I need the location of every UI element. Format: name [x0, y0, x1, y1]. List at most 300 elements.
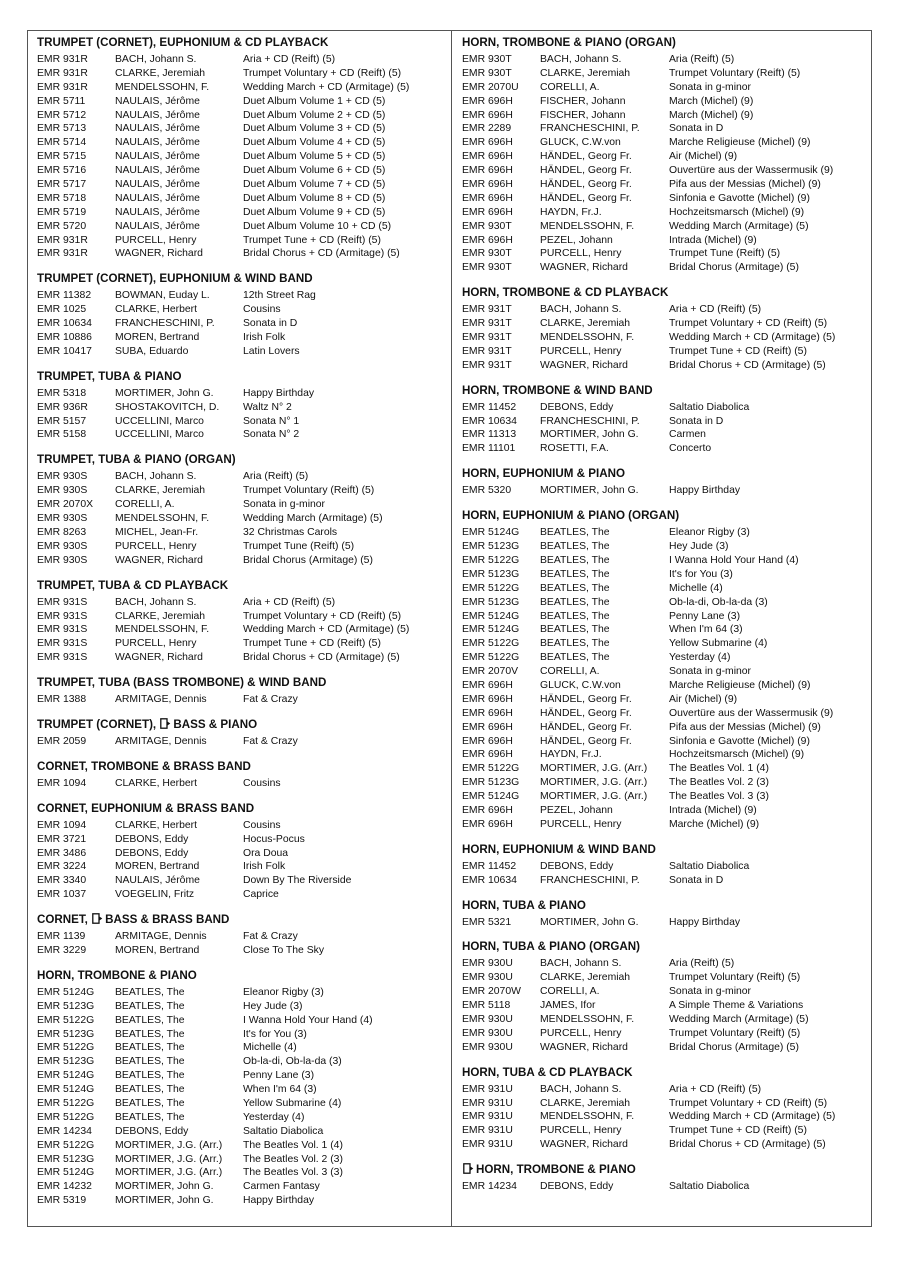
left-column [28, 31, 452, 1226]
catalog-entry [37, 512, 451, 526]
work-title: Carmen [669, 429, 706, 441]
catalog-entry [462, 568, 871, 582]
work-title: Bridal Chorus + CD (Armitage) (5) [669, 1139, 826, 1151]
catalog-entry [462, 150, 871, 164]
work-title: Latin Lovers [243, 345, 300, 357]
catalog-number: EMR 930U [462, 1027, 513, 1039]
work-title: Trumpet Voluntary + CD (Reift) (5) [669, 318, 828, 330]
catalog-entry [462, 261, 871, 275]
composer-name: PURCELL, Henry [540, 248, 622, 260]
work-title: Michelle (4) [243, 1042, 297, 1054]
section-heading-text: HORN, TUBA & PIANO [462, 898, 586, 912]
composer-name: PURCELL, Henry [540, 1027, 622, 1039]
composer-name: DEBONS, Eddy [540, 401, 614, 413]
catalog-entry [462, 247, 871, 261]
catalog-entry [37, 122, 451, 136]
work-title: Duet Album Volume 3 + CD (5) [243, 123, 386, 135]
composer-name: PURCELL, Henry [540, 345, 622, 357]
composer-name: BEATLES, The [540, 638, 610, 650]
composer-name: WAGNER, Richard [115, 554, 203, 566]
catalog-number: EMR 10634 [37, 318, 92, 330]
work-title: Aria (Reift) (5) [669, 54, 735, 65]
catalog-entry [462, 623, 871, 637]
catalog-section [462, 1065, 871, 1152]
section-heading [37, 912, 451, 928]
composer-name: MORTIMER, J.G. (Arr.) [115, 1153, 223, 1165]
catalog-entry [37, 178, 451, 192]
catalog-entry [462, 985, 871, 999]
work-title: Hocus-Pocus [243, 833, 305, 845]
catalog-entry [37, 498, 451, 512]
catalog-number: EMR 930T [462, 67, 512, 79]
catalog-number: EMR 11452 [462, 401, 517, 413]
composer-name: MORTIMER, John G. [540, 916, 639, 928]
catalog-number: EMR 1037 [37, 889, 87, 901]
catalog-number: EMR 5123G [462, 541, 520, 553]
catalog-number: EMR 930T [462, 262, 512, 274]
catalog-number: EMR 696H [462, 804, 513, 816]
catalog-entry [37, 637, 451, 651]
catalog-entry [462, 95, 871, 109]
catalog-entry [37, 95, 451, 109]
catalog-number: EMR 930S [37, 540, 88, 552]
section-heading-text: HORN, TROMBONE & WIND BAND [462, 383, 653, 397]
catalog-number: EMR 5715 [37, 151, 87, 163]
work-title: Hey Jude (3) [243, 1000, 303, 1012]
catalog-entry [462, 220, 871, 234]
catalog-number: EMR 11382 [37, 290, 92, 302]
catalog-number: EMR 5123G [462, 596, 520, 608]
catalog-number: EMR 930T [462, 248, 512, 260]
section-heading-text: HORN, EUPHONIUM & WIND BAND [462, 842, 656, 856]
composer-name: PURCELL, Henry [540, 818, 622, 830]
section-heading-text: TRUMPET, TUBA & PIANO (ORGAN) [37, 453, 236, 467]
work-title: Yellow Submarine (4) [243, 1097, 342, 1109]
catalog-entry [37, 1083, 451, 1097]
composer-name: BOWMAN, Euday L. [115, 290, 210, 302]
catalog-entry [37, 1111, 451, 1125]
work-title: Trumpet Tune + CD (Reift) (5) [243, 638, 381, 650]
work-title: Bridal Chorus (Armitage) (5) [669, 262, 799, 274]
work-title: Saltatio Diabolica [669, 860, 750, 872]
work-title: The Beatles Vol. 3 (3) [669, 791, 769, 803]
work-title: Duet Album Volume 4 + CD (5) [243, 137, 386, 149]
work-title: Hochzeitsmarsch (Michel) (9) [669, 749, 805, 761]
composer-name: SHOSTAKOVITCH, D. [115, 401, 220, 413]
catalog-number: EMR 3224 [37, 861, 87, 873]
catalog-entry [462, 790, 871, 804]
composer-name: NAULAIS, Jérôme [115, 137, 200, 149]
work-title: Carmen Fantasy [243, 1181, 320, 1193]
section-heading-text: HORN, EUPHONIUM & PIANO (ORGAN) [462, 509, 680, 523]
catalog-number: EMR 5122G [462, 638, 520, 650]
work-title: Aria + CD (Reift) (5) [669, 1083, 762, 1095]
catalog-number: EMR 10634 [462, 874, 517, 886]
section-heading [462, 383, 871, 399]
composer-name: MORTIMER, John G. [115, 387, 214, 399]
composer-name: MICHEL, Jean-Fr. [115, 526, 199, 538]
catalog-number: EMR 5716 [37, 165, 87, 177]
composer-name: FISCHER, Johann [540, 109, 626, 121]
composer-name: MORTIMER, John G. [540, 485, 639, 497]
catalog-number: EMR 931T [462, 359, 512, 371]
composer-name: MENDELSSOHN, F. [115, 624, 210, 636]
catalog-number: EMR 696H [462, 95, 513, 107]
work-title: Penny Lane (3) [243, 1070, 315, 1082]
catalog-number: EMR 5122G [462, 582, 520, 594]
catalog-entry [462, 999, 871, 1013]
composer-name: VOEGELIN, Fritz [115, 889, 195, 901]
composer-name: NAULAIS, Jérôme [115, 875, 200, 887]
section-heading [37, 717, 451, 733]
work-title: Ouvertüre aus der Wassermusik (9) [669, 707, 834, 719]
work-title: Intrada (Michel) (9) [669, 234, 757, 246]
work-title: Irish Folk [243, 861, 286, 873]
work-title: Wedding March (Armitage) (5) [243, 513, 383, 525]
catalog-entry [462, 359, 871, 373]
catalog-entry [462, 818, 871, 832]
composer-name: BACH, Johann S. [115, 596, 197, 608]
work-title: Cousins [243, 819, 281, 831]
composer-name: BEATLES, The [540, 541, 610, 553]
catalog-number: EMR 696H [462, 151, 513, 163]
work-title: Happy Birthday [669, 916, 741, 928]
composer-name: SUBA, Eduardo [115, 345, 189, 357]
composer-name: ARMITAGE, Dennis [115, 931, 207, 943]
catalog-number: EMR 5123G [462, 568, 520, 580]
work-title: The Beatles Vol. 2 (3) [669, 777, 769, 789]
composer-name: HAYDN, Fr.J. [540, 749, 602, 761]
catalog-entry [37, 874, 451, 888]
catalog-entry [37, 1153, 451, 1167]
work-title: Trumpet Tune (Reift) (5) [243, 540, 355, 552]
work-title: Wedding March (Armitage) (5) [669, 220, 809, 232]
catalog-entry [462, 735, 871, 749]
catalog-entry [462, 1180, 871, 1194]
catalog-number: EMR 930S [37, 485, 88, 497]
catalog-entry [462, 136, 871, 150]
catalog-number: EMR 5157 [37, 415, 87, 427]
catalog-entry [37, 303, 451, 317]
work-title: Sonata in g-minor [243, 499, 326, 511]
catalog-number: EMR 10417 [37, 345, 92, 357]
catalog-entry [37, 345, 451, 359]
section-heading-text-suffix: HORN, TROMBONE & PIANO [476, 1163, 636, 1177]
catalog-number: EMR 5712 [37, 109, 87, 121]
catalog-entry [37, 735, 451, 749]
catalog-section [462, 1162, 871, 1194]
catalog-number: EMR 1025 [37, 304, 87, 316]
composer-name: BEATLES, The [115, 1070, 185, 1082]
work-title: Wedding March (Armitage) (5) [669, 1013, 809, 1025]
work-title: Bridal Chorus (Armitage) (5) [669, 1041, 799, 1053]
catalog-entry [462, 53, 871, 67]
section-heading [37, 968, 451, 984]
section-heading-text: HORN, EUPHONIUM & PIANO [462, 467, 625, 481]
composer-name: BEATLES, The [115, 986, 185, 998]
composer-name: BEATLES, The [540, 554, 610, 566]
catalog-section [37, 675, 451, 707]
catalog-number: EMR 10886 [37, 332, 92, 344]
section-heading-text: HORN, TUBA & CD PLAYBACK [462, 1065, 633, 1079]
composer-name: CLARKE, Jeremiah [115, 610, 206, 622]
work-title: The Beatles Vol. 1 (4) [669, 763, 769, 775]
composer-name: CLARKE, Jeremiah [540, 1097, 631, 1109]
catalog-number: EMR 5124G [462, 527, 520, 539]
work-title: Concerto [669, 443, 712, 455]
composer-name: ARMITAGE, Dennis [115, 694, 207, 706]
work-title: The Beatles Vol. 3 (3) [243, 1167, 343, 1179]
work-title: Down By The Riverside [243, 875, 352, 887]
catalog-entry [462, 428, 871, 442]
composer-name: MENDELSSOHN, F. [540, 332, 635, 344]
catalog-entry [37, 81, 451, 95]
composer-name: BEATLES, The [115, 1097, 185, 1109]
catalog-entry [37, 206, 451, 220]
composer-name: MOREN, Bertrand [115, 861, 200, 873]
e-flat-instrument-icon [92, 913, 103, 928]
catalog-section [462, 466, 871, 498]
section-heading [462, 35, 871, 51]
composer-name: CORELLI, A. [540, 81, 600, 93]
catalog-entry [37, 220, 451, 234]
work-title: Bridal Chorus + CD (Armitage) (5) [243, 248, 400, 260]
catalog-entry [37, 1166, 451, 1180]
catalog-number: EMR 2289 [462, 123, 512, 135]
catalog-number: EMR 5122G [462, 763, 520, 775]
composer-name: BEATLES, The [115, 1042, 185, 1054]
composer-name: NAULAIS, Jérôme [115, 151, 200, 163]
section-heading-text-suffix: BASS & BRASS BAND [105, 913, 230, 927]
catalog-entry [37, 819, 451, 833]
catalog-entry [462, 748, 871, 762]
catalog-number: EMR 931R [37, 81, 88, 93]
composer-name: DEBONS, Eddy [115, 1125, 189, 1137]
composer-name: HÄNDEL, Georg Fr. [540, 721, 632, 733]
section-heading [37, 578, 451, 594]
catalog-number: EMR 696H [462, 818, 513, 830]
catalog-entry [462, 1138, 871, 1152]
work-title: Air (Michel) (9) [669, 151, 738, 163]
work-title: Sinfonia e Gavotte (Michel) (9) [669, 735, 810, 747]
catalog-entry [462, 860, 871, 874]
catalog-entry [462, 345, 871, 359]
catalog-entry [37, 1055, 451, 1069]
catalog-number: EMR 696H [462, 749, 513, 761]
catalog-entry [462, 192, 871, 206]
work-title: Trumpet Tune (Reift) (5) [669, 248, 781, 260]
section-heading [37, 35, 451, 51]
catalog-number: EMR 5321 [462, 916, 512, 928]
composer-name: ROSETTI, F.A. [540, 443, 609, 455]
composer-name: BEATLES, The [115, 1111, 185, 1123]
composer-name: PEZEL, Johann [540, 234, 613, 246]
catalog-entry [462, 651, 871, 665]
catalog-number: EMR 930U [462, 972, 513, 984]
composer-name: MORTIMER, J.G. (Arr.) [115, 1167, 223, 1179]
composer-name: DEBONS, Eddy [115, 847, 189, 859]
section-heading-text: TRUMPET (CORNET), EUPHONIUM & CD PLAYBACK [37, 36, 329, 49]
catalog-entry [462, 206, 871, 220]
catalog-number: EMR 696H [462, 735, 513, 747]
catalog-entry [37, 401, 451, 415]
section-heading [37, 759, 451, 775]
catalog-entry [37, 1194, 451, 1208]
section-heading-text: HORN, TROMBONE & PIANO [37, 968, 197, 982]
catalog-number: EMR 5123G [462, 777, 520, 789]
catalog-entry [37, 623, 451, 637]
catalog-entry [462, 81, 871, 95]
catalog-section [37, 271, 451, 358]
catalog-entry [37, 930, 451, 944]
composer-name: FISCHER, Johann [540, 95, 626, 107]
catalog-section [37, 968, 451, 1208]
composer-name: GLUCK, C.W.von [540, 137, 621, 149]
section-heading-text: TRUMPET (CORNET), [37, 717, 160, 731]
work-title: March (Michel) (9) [669, 95, 754, 107]
catalog-entry [462, 1110, 871, 1124]
composer-name: WAGNER, Richard [115, 248, 203, 260]
catalog-number: EMR 5319 [37, 1195, 87, 1207]
catalog-number: EMR 5124G [462, 610, 520, 622]
catalog-number: EMR 931S [37, 610, 88, 622]
work-title: Bridal Chorus (Armitage) (5) [243, 554, 373, 566]
work-title: Duet Album Volume 9 + CD (5) [243, 206, 386, 218]
catalog-entry [462, 721, 871, 735]
work-title: Wedding March + CD (Armitage) (5) [243, 624, 410, 636]
composer-name: PURCELL, Henry [115, 234, 197, 246]
composer-name: HÄNDEL, Georg Fr. [540, 165, 632, 177]
catalog-entry [37, 150, 451, 164]
work-title: Waltz N° 2 [243, 401, 292, 413]
composer-name: BACH, Johann S. [540, 958, 622, 970]
catalog-entry [37, 847, 451, 861]
composer-name: BEATLES, The [540, 652, 610, 664]
work-title: Wedding March + CD (Armitage) (5) [669, 332, 836, 344]
catalog-section [37, 801, 451, 902]
catalog-number: EMR 11101 [462, 443, 516, 455]
composer-name: HÄNDEL, Georg Fr. [540, 693, 632, 705]
catalog-entry [462, 596, 871, 610]
catalog-entry [37, 610, 451, 624]
catalog-entry [462, 415, 871, 429]
composer-name: DEBONS, Eddy [540, 860, 614, 872]
catalog-number: EMR 5122G [462, 652, 520, 664]
catalog-number: EMR 11452 [462, 860, 517, 872]
work-title: Fat & Crazy [243, 694, 298, 706]
catalog-section [462, 35, 871, 275]
catalog-entry [37, 136, 451, 150]
composer-name: BACH, Johann S. [115, 54, 197, 65]
work-title: Ob-la-di, Ob-la-da (3) [669, 596, 768, 608]
catalog-number: EMR 931T [462, 332, 512, 344]
work-title: Hey Jude (3) [669, 541, 729, 553]
work-title: The Beatles Vol. 2 (3) [243, 1153, 343, 1165]
work-title: Trumpet Tune + CD (Reift) (5) [669, 345, 807, 357]
composer-name: HÄNDEL, Georg Fr. [540, 151, 632, 163]
work-title: When I'm 64 (3) [669, 624, 743, 636]
catalog-page [27, 30, 872, 1227]
composer-name: BEATLES, The [540, 527, 610, 539]
catalog-number: EMR 5122G [37, 1042, 95, 1054]
catalog-number: EMR 931S [37, 652, 88, 664]
work-title: Wedding March + CD (Armitage) (5) [669, 1111, 836, 1123]
catalog-number: EMR 1388 [37, 694, 87, 706]
catalog-number: EMR 5123G [37, 1153, 95, 1165]
catalog-number: EMR 5123G [37, 1000, 95, 1012]
catalog-number: EMR 931R [37, 67, 88, 79]
work-title: Yesterday (4) [669, 652, 731, 664]
composer-name: FRANCHESCHINI, P. [540, 415, 640, 427]
work-title: Duet Album Volume 1 + CD (5) [243, 95, 386, 107]
work-title: Ora Doua [243, 847, 289, 859]
composer-name: MORTIMER, John G. [115, 1195, 214, 1207]
work-title: Saltatio Diabolica [243, 1125, 324, 1137]
catalog-number: EMR 5124G [37, 1167, 95, 1179]
composer-name: BACH, Johann S. [115, 471, 197, 483]
composer-name: MENDELSSOHN, F. [115, 513, 210, 525]
work-title: Trumpet Tune + CD (Reift) (5) [669, 1125, 807, 1137]
catalog-entry [37, 554, 451, 568]
catalog-number: EMR 2070U [462, 81, 519, 93]
catalog-entry [37, 986, 451, 1000]
catalog-entry [462, 303, 871, 317]
catalog-entry [462, 1097, 871, 1111]
catalog-number: EMR 3486 [37, 847, 87, 859]
section-heading-text: TRUMPET, TUBA & PIANO [37, 369, 182, 383]
catalog-number: EMR 930T [462, 54, 512, 65]
work-title: Sonata N° 2 [243, 429, 300, 441]
composer-name: WAGNER, Richard [540, 1139, 628, 1151]
catalog-entry [462, 1083, 871, 1097]
section-heading [37, 675, 451, 691]
catalog-entry [37, 247, 451, 261]
composer-name: CORELLI, A. [540, 666, 600, 678]
work-title: Aria + CD (Reift) (5) [243, 54, 336, 65]
work-title: Happy Birthday [243, 1195, 315, 1207]
composer-name: BEATLES, The [540, 624, 610, 636]
catalog-entry [462, 582, 871, 596]
catalog-number: EMR 1139 [37, 931, 86, 943]
catalog-number: EMR 931U [462, 1097, 513, 1109]
catalog-entry [462, 178, 871, 192]
composer-name: UCCELLINI, Marco [115, 429, 204, 441]
right-column [452, 31, 871, 1226]
catalog-number: EMR 5158 [37, 429, 87, 441]
work-title: Sonata in D [243, 318, 298, 330]
catalog-number: EMR 2070V [462, 666, 519, 678]
catalog-entry [462, 957, 871, 971]
composer-name: BEATLES, The [115, 1000, 185, 1012]
catalog-entry [37, 1069, 451, 1083]
work-title: When I'm 64 (3) [243, 1084, 317, 1096]
composer-name: CLARKE, Jeremiah [540, 67, 631, 79]
work-title: A Simple Theme & Variations [669, 1000, 804, 1012]
section-heading [462, 466, 871, 482]
composer-name: MORTIMER, J.G. (Arr.) [540, 763, 648, 775]
work-title: Duet Album Volume 6 + CD (5) [243, 165, 386, 177]
composer-name: UCCELLINI, Marco [115, 415, 204, 427]
section-heading-text: CORNET, TROMBONE & BRASS BAND [37, 759, 251, 773]
section-heading [462, 508, 871, 524]
composer-name: MOREN, Bertrand [115, 332, 200, 344]
catalog-number: EMR 1094 [37, 777, 87, 789]
work-title: Trumpet Voluntary (Reift) (5) [669, 67, 801, 79]
catalog-number: EMR 931R [37, 248, 88, 260]
composer-name: MENDELSSOHN, F. [540, 1013, 635, 1025]
catalog-entry [462, 1124, 871, 1138]
composer-name: MENDELSSOHN, F. [115, 81, 210, 93]
